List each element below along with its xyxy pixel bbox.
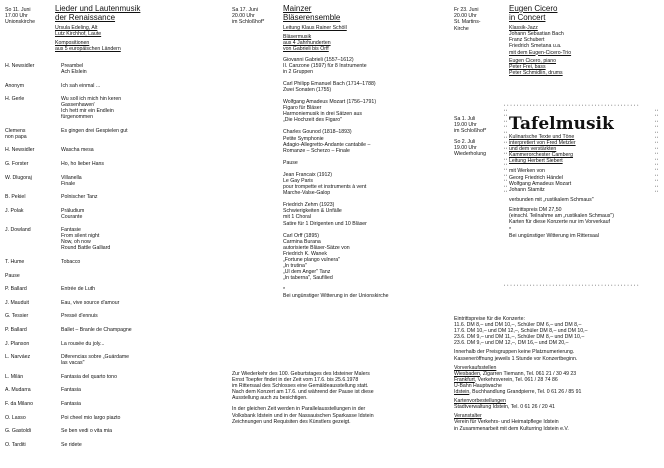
composer: B. Pekiel	[5, 194, 26, 201]
composer: L. Narváez	[5, 354, 31, 361]
booking-heading: Kartenvorbestellungen	[454, 398, 506, 405]
tafel-price: Eintrittspreis DM 27,50 (einschl. Teilnahme am „rustikalen Schmaus") Karten für diese Konzerte nur im Vorverkauf	[509, 206, 614, 226]
organizer-heading: Veranstalter	[454, 413, 482, 420]
concert2-footnote-mark: *	[283, 287, 286, 294]
organizer: Verein für Verkehrs- und Heimatpflege Idstein in Zusammenarbeit mit dem Kulturring Idstein e.V.	[454, 419, 569, 432]
work: Polnischer Tanz	[61, 194, 98, 201]
concert3-title: Eugen Cicero in Concert	[509, 4, 558, 22]
info-block	[454, 316, 659, 432]
tafel-desc: Kulinarische Texte und Töne interpretiert von Fred Metzler und dem verstärkten Kammerorchester Camberg Leitung Herbert Siebert	[509, 134, 576, 165]
box-border-left: • • • • • • • • • • • • • • • • • • • • • • • • • • • • • • • •	[504, 108, 507, 194]
composer: J. Dowland	[5, 227, 31, 234]
work: Wu soll ich mich hin keren Gassenhawer/ Ich hett mir ein Endlein fürgenommen	[61, 96, 122, 121]
booking: Stadtverwaltung Idstein, Tel. 0 61 26 / 20 41	[454, 404, 555, 411]
composer: G. Gastoldi	[5, 428, 31, 435]
piece: Friedrich Zehm (1923) Schwierigkeiten & Unfälle mit 1 Choral Satire für 1 Dirigenten und 10 Bläser	[283, 202, 367, 227]
tafel-schmaus: verbunden mit „rustikalem Schmaus"	[509, 196, 594, 203]
concert1-performers: Ursula Edeling, Alt Lutz Kirchhof, Laute	[55, 25, 102, 38]
concert1-date: So 11. Juni 17.00 Uhr Unionskirche	[5, 7, 35, 26]
concert3-trio: mit dem Eugen-Cicero-Trio	[509, 49, 572, 56]
box-border-top: ••••••••••••••••••••••••••••••••••••••••••	[504, 104, 641, 107]
composer: W. Dlugoraj	[5, 174, 32, 181]
work: Ho, ho lieber Hans	[61, 161, 104, 167]
composer: Pause	[5, 272, 20, 279]
work: Wascha mesa	[61, 147, 94, 154]
tafel-footnote-mark: *	[509, 227, 512, 234]
work: Entrée de Luth	[61, 286, 96, 293]
composer: Anonym	[5, 82, 25, 89]
concert2-footnote: Bei ungünstiger Witterung in der Unionskirche	[283, 293, 389, 300]
concert3-players: Eugen Cicero, piano Peter Frei, bass Peter Schmidlin, drums	[509, 57, 563, 76]
composer: F. da Milano	[5, 401, 33, 407]
concert3-date: Fr 23. Juni 20.00 Uhr St. Martins- Kirche	[454, 7, 481, 32]
composer: H. Newsidler	[5, 147, 35, 154]
work: Pressé d'ennuis	[61, 313, 98, 320]
work: Fantasia	[61, 387, 81, 394]
composer: O. Lasso	[5, 414, 26, 421]
concert3-block	[509, 5, 659, 76]
composer: T. Hume	[5, 259, 25, 265]
composer: A. Mudarra	[5, 387, 31, 394]
composer: J. Mauduit	[5, 299, 29, 306]
work: Villanella Finale	[61, 174, 82, 187]
tafelmusik-logo: Tafelmusik	[509, 114, 614, 134]
piece: Charles Gounod (1818–1893) Petite Symphonie Adagio-Allegretto-Andante cantabile – Romanze – Scherzo – Finale	[283, 129, 371, 154]
prices: 11.6. DM 8,– und DM 10,–, Schüler DM 6,– und DM 8,– 17.6. DM 10,– und DM 12,–, Schüler DM 8,– und DM 10,– 23.6. DM 9,– und DM 11,–, Schüler DM 8,– und DM 10,– 23.6. DM 9,– und DM 12,–, DM 16,– und DM 20,–	[454, 322, 588, 347]
tafel-dates: Sa 1. Juli 19.00 Uhr im Schloßhof* So 2. Juli 19.00 Uhr Wiederholung	[454, 116, 487, 158]
concert2-leitung: Leitung Klaus Rainer Schöll	[283, 25, 347, 32]
tafel-footnote: Bei ungünstiger Witterung im Rittersaal	[509, 233, 599, 240]
prices-heading: Eintrittspreise für die Konzerte:	[454, 316, 525, 322]
composer: O. Tarditi	[5, 441, 26, 448]
concert2-pieces	[283, 57, 433, 282]
work: Ballet – Branle de Champagne	[61, 327, 132, 333]
exhibition-note: Zur Wiederkehr des 100. Geburtstages des Idsteiner Malers Ernst Toepfer findet in der Zeit vom 17.6. bis 25.6.1978 im Rittersaal des Schlosses eine Gemäldeausstellung statt. Nach dem Konzert am 17.6. und während der Pause ist diese Ausstellung auch zu besichtigen. In der gleichen Zeit werden in Parallelausstellungen in der Volksbank Idstein und in der Nassauischen Sparkasse Idstein Zeichnungen und Requisiten des Künstlers gezeigt.	[232, 371, 374, 425]
piece: Carl Philipp Emanuel Bach (1714–1788) Zwei Sonaten (1755)	[283, 80, 376, 93]
concert1-compositions-heading: Kompositionen aus 5 europäischen Ländern	[55, 40, 121, 53]
piece: Pause	[283, 159, 298, 166]
concert2-date: Sa 17. Juni 20.00 Uhr im Schloßhof*	[232, 7, 265, 26]
composer: J. Planson	[5, 340, 30, 347]
composer: L. Milán	[5, 373, 24, 380]
work: Preambel Ach Elslein	[61, 63, 87, 75]
presale-list: Wiesbaden, Zigarren Tiemann, Tel. 061 21 / 30 49 23 Frankfurt, Verkehrsverein, Tel. 061 / 28 74 86 U-Bahn Hauptwache Idstein, Buchhandlung Grandpierre, Tel. 0 61 26 / 85 91	[454, 370, 582, 396]
work: Fantasia del quarto tono	[61, 373, 117, 380]
work: Präludium Courante	[61, 207, 85, 220]
work: Poi cheel mio largo piazto	[61, 414, 121, 421]
concert1-block	[55, 5, 140, 53]
piece: Jean Francaix (1912) Le Gay Paris pour trompette et instruments à vent Marche-Valse-Galop	[283, 171, 367, 197]
piece: Wolfgang Amadeus Mozart (1756–1791) Figaro für Bläser Harmoniemusik in drei Sätzen aus „Die Hochzeit des Figaro"	[283, 99, 377, 124]
prices-note: Innerhalb der Preisgruppen keine Platznumerierung. Kasseneröffnung jeweils 1 Stunde vor Konzertbeginn.	[454, 349, 578, 362]
tafel-works: mit Werken von Georg Friedrich Händel Wolfgang Amadeus Mozart Johann Stamitz	[509, 168, 572, 193]
box-border-bottom: ••••••••••••••••••••••••••••••••••••••••••	[504, 284, 641, 287]
composer: H. Newsidler	[5, 63, 35, 69]
work: Tobacco	[61, 259, 81, 265]
work: Eau, vive source d'amour	[61, 299, 120, 306]
piece: Giovanni Gabrieli (1557–1612) II. Canzone (1597) für 8 Instrumente in 2 Gruppen	[283, 56, 367, 75]
composer: H. Gerle	[5, 96, 25, 103]
work: Ich sah einmal ...	[61, 82, 101, 89]
composer: G. Forster	[5, 161, 29, 167]
work: Se ridete	[61, 441, 82, 448]
composer: J. Polak	[5, 207, 24, 214]
concert3-composers: Johann Sebastian Bach Franz Schubert Friedrich Smetana u.a.	[509, 31, 564, 50]
concert3-program-heading: Klassik-Jazz	[509, 25, 538, 32]
box-border-right: • • • • • • • • • • • • • • • • • • • • • • • • • • • • • • • •	[655, 108, 658, 194]
composer: G. Tessier	[5, 313, 29, 320]
piece: Carl Orff (1895) Carmina Burana autorisierte Bläser-Sätze von Friedrich K. Wanek „Fortune plango vulnera" „In trutina" „Ul dem Anger" Tanz „In taberna", Saufilied	[283, 232, 350, 282]
composer: Clemens non papa	[5, 127, 27, 140]
concert1-title: Lieder und Lautenmusik der Renaissance	[55, 4, 141, 22]
work: Fantasia	[61, 401, 81, 407]
work: Diferencias sobre „Guárdame las vacas"	[61, 354, 130, 367]
work: Se ben vedi o vita mia	[61, 428, 113, 435]
concert2-block	[283, 5, 433, 300]
concert1-program	[5, 63, 155, 453]
work: La rousée du joly...	[61, 340, 105, 347]
concert2-music-heading: Bläsermusik aus 4 Jahrhunderten von Gabrieli bis Orff	[283, 34, 331, 53]
presale-heading: Vorverkaufsstellen	[454, 364, 497, 371]
work: Fantasie From silent night Now, oh now Round Battle Galliard	[61, 227, 111, 252]
tafel-block	[509, 115, 659, 239]
work: Es gingen drei Gespielen gut	[61, 127, 128, 134]
composer: P. Ballard	[5, 327, 27, 333]
composer: P. Ballard	[5, 286, 27, 293]
concert2-title: Mainzer Bläserensemble	[283, 4, 341, 22]
